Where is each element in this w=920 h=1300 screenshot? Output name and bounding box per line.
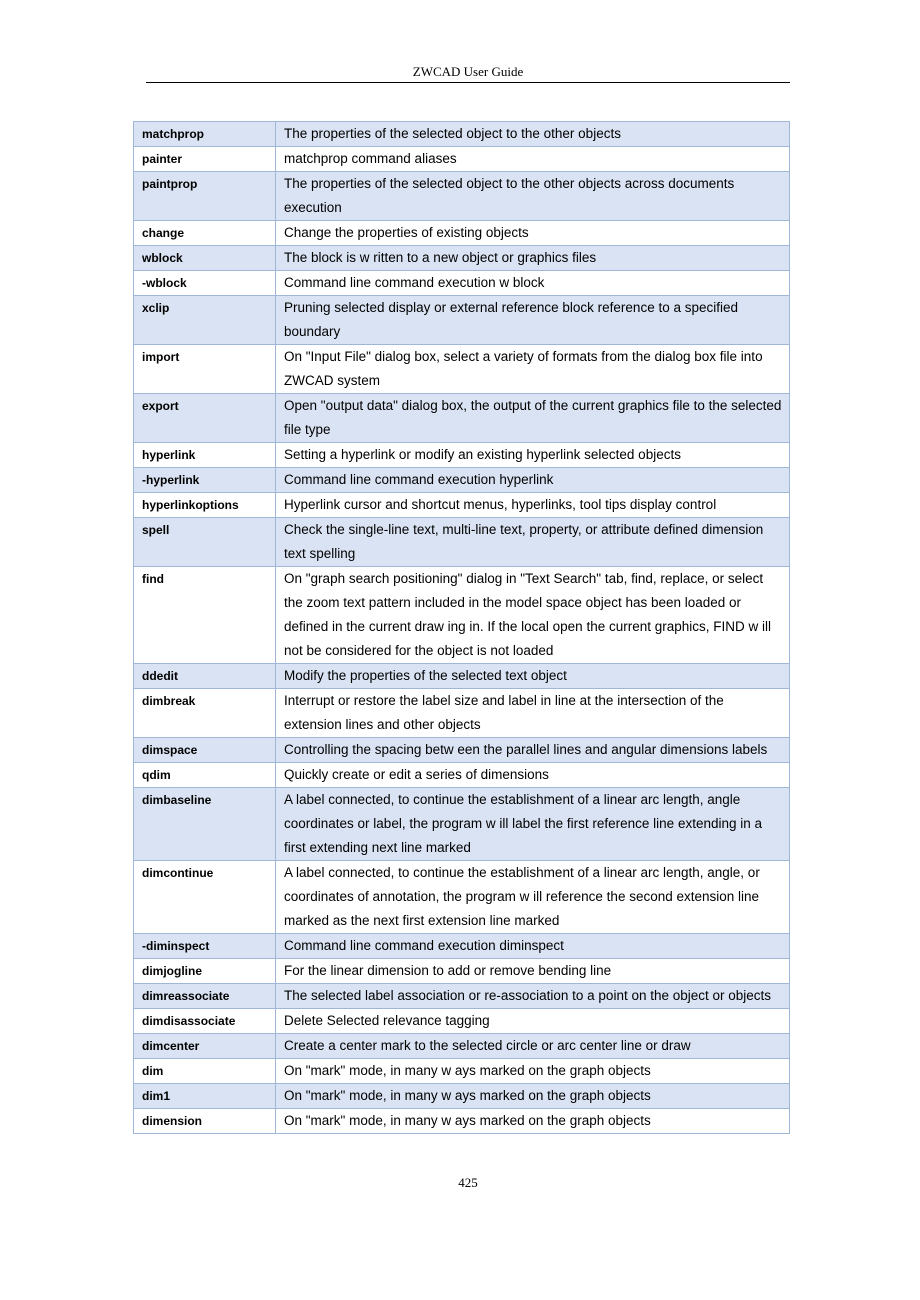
command-description-cell: The properties of the selected object to the other objects [276, 122, 790, 147]
table-row [134, 1109, 790, 1134]
command-description-cell: On "Input File" dialog box, select a variety of formats from the dialog box file into ZWCAD system [276, 345, 790, 394]
command-description-cell: Modify the properties of the selected text object [276, 664, 790, 689]
command-description-cell: A label connected, to continue the establishment of a linear arc length, angle, or coordinates of annotation, the program w ill reference the second extension line marked as the next first extension line marked [276, 861, 790, 934]
command-name-cell: dimdisassociate [134, 1009, 276, 1034]
command-name-cell: dimcenter [134, 1034, 276, 1059]
command-name-cell: -diminspect [134, 934, 276, 959]
table-row [134, 221, 790, 246]
table-row [134, 394, 790, 443]
table-row [134, 296, 790, 345]
command-description-cell: Command line command execution w block [276, 271, 790, 296]
command-description-cell: The block is w ritten to a new object or graphics files [276, 246, 790, 271]
command-name-cell: change [134, 221, 276, 246]
page-number: 425 [458, 1175, 478, 1190]
table-row [134, 763, 790, 788]
command-name-cell: dim [134, 1059, 276, 1084]
table-row [134, 934, 790, 959]
table-row [134, 1034, 790, 1059]
command-name-cell: import [134, 345, 276, 394]
table-row [134, 1009, 790, 1034]
command-description-cell: Interrupt or restore the label size and label in line at the intersection of the extension lines and other objects [276, 689, 790, 738]
command-description-cell: Hyperlink cursor and shortcut menus, hyperlinks, tool tips display control [276, 493, 790, 518]
command-name-cell: dimbaseline [134, 788, 276, 861]
table-row [134, 246, 790, 271]
command-description-cell: On "mark" mode, in many w ays marked on the graph objects [276, 1059, 790, 1084]
command-name-cell: xclip [134, 296, 276, 345]
command-name-cell: ddedit [134, 664, 276, 689]
command-description-cell: Change the properties of existing objects [276, 221, 790, 246]
table-row [134, 664, 790, 689]
command-description-cell: matchprop command aliases [276, 147, 790, 172]
command-description-cell: Setting a hyperlink or modify an existing hyperlink selected objects [276, 443, 790, 468]
table-row [134, 468, 790, 493]
command-name-cell: dimjogline [134, 959, 276, 984]
command-name-cell: -hyperlink [134, 468, 276, 493]
command-name-cell: dim1 [134, 1084, 276, 1109]
table-row [134, 1059, 790, 1084]
command-table [133, 121, 790, 1134]
command-description-cell: Pruning selected display or external reference block reference to a specified boundary [276, 296, 790, 345]
command-name-cell: dimspace [134, 738, 276, 763]
table-row [134, 689, 790, 738]
command-description-cell: Quickly create or edit a series of dimensions [276, 763, 790, 788]
table-row [134, 271, 790, 296]
table-row [134, 493, 790, 518]
table-row [134, 788, 790, 861]
command-name-cell: -wblock [134, 271, 276, 296]
command-name-cell: spell [134, 518, 276, 567]
table-row [134, 1084, 790, 1109]
command-name-cell: hyperlinkoptions [134, 493, 276, 518]
command-description-cell: The selected label association or re-association to a point on the object or objects [276, 984, 790, 1009]
command-description-cell: On "graph search positioning" dialog in "Text Search" tab, find, replace, or select the zoom text pattern included in the model space object has been loaded or defined in the current draw ing in. If the local open the current graphics, FIND w ill not be considered for the object is not loaded [276, 567, 790, 664]
table-row [134, 738, 790, 763]
command-name-cell: paintprop [134, 172, 276, 221]
table-row [134, 147, 790, 172]
table-row [134, 122, 790, 147]
table-row [134, 984, 790, 1009]
command-description-cell: For the linear dimension to add or remove bending line [276, 959, 790, 984]
command-table-body [134, 122, 790, 1134]
command-name-cell: wblock [134, 246, 276, 271]
command-description-cell: On "mark" mode, in many w ays marked on the graph objects [276, 1084, 790, 1109]
command-description-cell: Check the single-line text, multi-line text, property, or attribute defined dimension text spelling [276, 518, 790, 567]
table-row [134, 959, 790, 984]
command-name-cell: find [134, 567, 276, 664]
command-name-cell: matchprop [134, 122, 276, 147]
table-row [134, 345, 790, 394]
header-rule [146, 82, 790, 83]
table-row [134, 172, 790, 221]
command-description-cell: Controlling the spacing betw een the parallel lines and angular dimensions labels [276, 738, 790, 763]
command-name-cell: export [134, 394, 276, 443]
command-name-cell: dimbreak [134, 689, 276, 738]
command-description-cell: The properties of the selected object to the other objects across documents execution [276, 172, 790, 221]
command-description-cell: A label connected, to continue the establishment of a linear arc length, angle coordinates or label, the program w ill label the first reference line extending in a first extending next line marked [276, 788, 790, 861]
command-name-cell: hyperlink [134, 443, 276, 468]
command-name-cell: dimcontinue [134, 861, 276, 934]
command-description-cell: Create a center mark to the selected circle or arc center line or draw [276, 1034, 790, 1059]
command-description-cell: Command line command execution diminspect [276, 934, 790, 959]
command-description-cell: Delete Selected relevance tagging [276, 1009, 790, 1034]
table-row [134, 518, 790, 567]
command-description-cell: Command line command execution hyperlink [276, 468, 790, 493]
command-description-cell: On "mark" mode, in many w ays marked on the graph objects [276, 1109, 790, 1134]
page-header-title: ZWCAD User Guide [412, 64, 524, 79]
table-row [134, 861, 790, 934]
table-row [134, 567, 790, 664]
command-name-cell: qdim [134, 763, 276, 788]
command-description-cell: Open "output data" dialog box, the output of the current graphics file to the selected file type [276, 394, 790, 443]
command-name-cell: dimension [134, 1109, 276, 1134]
command-name-cell: dimreassociate [134, 984, 276, 1009]
command-name-cell: painter [134, 147, 276, 172]
table-row [134, 443, 790, 468]
